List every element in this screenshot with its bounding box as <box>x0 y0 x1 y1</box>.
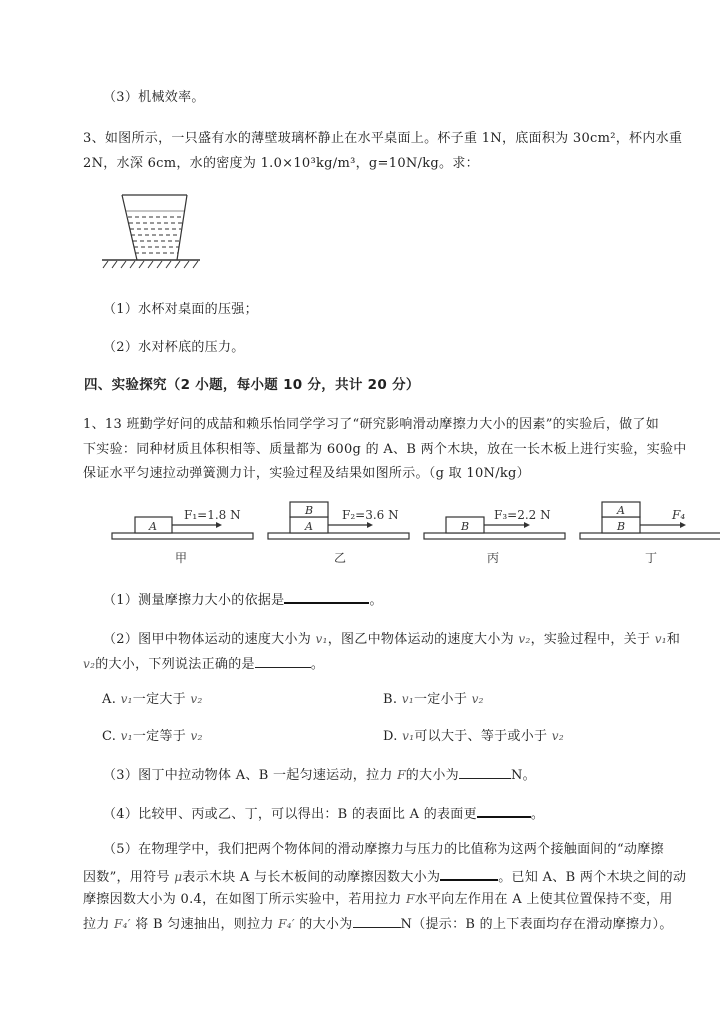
figure-ding <box>580 502 720 565</box>
answer-blank-6[interactable] <box>353 915 401 928</box>
question-1-line-3: 保证水平匀速拉动弹簧测力计，实验过程及结果如图所示。（g 取 10N/kg） <box>83 466 530 481</box>
friction-experiment-figures <box>100 495 720 575</box>
option-b[interactable]: B. v₁一定小于 v₂ <box>383 692 484 707</box>
question-1-part-5-line-4: 拉力 F₄′ 将 B 匀速抽出，则拉力 F₄′ 的大小为 N（提示：B 的上下表面均存在滑动摩擦力）。 <box>83 917 673 932</box>
svg-text:B: B <box>305 504 314 517</box>
question-1-part-2-line-2: v₂的大小，下列说法正确的是 。 <box>83 657 325 672</box>
svg-text:F₄: F₄ <box>672 508 686 522</box>
question-1-part-5-line-2: 因数”，用符号 μ表示木块 A 与长木板间的动摩擦因数大小为 。已知 A、B 两个木块之间的动 <box>83 867 686 886</box>
svg-text:F₃=2.2 N: F₃=2.2 N <box>494 508 551 522</box>
option-d[interactable]: D. v₁可以大于、等于或小于 v₂ <box>383 729 564 744</box>
figure-yi <box>268 502 409 565</box>
svg-text:A: A <box>305 520 313 533</box>
answer-blank-5[interactable] <box>440 867 498 881</box>
option-a[interactable]: A. v₁一定大于 v₂ <box>102 692 203 707</box>
answer-blank-3[interactable] <box>459 766 511 779</box>
svg-text:F₁=1.8 N: F₁=1.8 N <box>184 508 241 522</box>
svg-text:B: B <box>617 520 626 533</box>
question-1-part-5-line-3: 摩擦因数大小为 0.4，在如图丁所示实验中，若用拉力 F水平向左作用在 A 上使其位置保持不变，用 <box>83 892 673 907</box>
question-3-sub-1: （1）水杯对桌面的压强； <box>103 302 258 317</box>
svg-text:丁: 丁 <box>645 551 658 565</box>
answer-blank-4[interactable] <box>477 804 531 818</box>
svg-text:甲: 甲 <box>175 551 188 565</box>
question-1-part-1: （1）测量摩擦力大小的依据是 。 <box>103 590 383 609</box>
svg-text:F₂=3.6 N: F₂=3.6 N <box>342 508 399 522</box>
answer-blank-2[interactable] <box>255 655 311 668</box>
question-3-line-1: 3、如图所示，一只盛有水的薄壁玻璃杯静止在水平桌面上。杯子重 1N，底面积为 30cm²，杯内水重 <box>83 131 683 146</box>
figure-bing <box>424 508 565 565</box>
question-part-3-efficiency: （3）机械效率。 <box>103 90 205 105</box>
svg-text:乙: 乙 <box>334 551 347 565</box>
question-1-part-2-line-1: （2）图甲中物体运动的速度大小为 v₁，图乙中物体运动的速度大小为 v₂，实验过程中，关于 v₁和 <box>103 632 681 647</box>
question-3-sub-2: （2）水对杯底的压力。 <box>103 340 245 355</box>
answer-blank-1[interactable] <box>284 590 369 604</box>
svg-text:丙: 丙 <box>487 551 500 565</box>
svg-text:B: B <box>461 520 470 533</box>
question-1-part-5-line-1: （5）在物理学中，我们把两个物体间的滑动摩擦力与压力的比值称为这两个接触面间的“动摩擦 <box>103 842 664 857</box>
section-4-title: 四、实验探究（2 小题，每小题 10 分，共计 20 分） <box>84 377 420 393</box>
question-1-part-4: （4）比较甲、丙或乙、丁，可以得出：B 的表面比 A 的表面更 。 <box>103 804 544 823</box>
option-c[interactable]: C. v₁一定等于 v₂ <box>102 729 203 744</box>
question-1-line-1: 1、13 班勤学好问的成喆和赖乐怡同学学习了“研究影响滑动摩擦力大小的因素”的实验后，做了如 <box>83 417 660 432</box>
svg-text:A: A <box>617 504 625 517</box>
cup-of-water-figure <box>100 190 215 270</box>
svg-text:A: A <box>149 520 157 533</box>
question-3-line-2: 2N，水深 6cm，水的密度为 1.0×10³kg/m³，g=10N/kg。求： <box>83 156 479 171</box>
question-1-part-3: （3）图丁中拉动物体 A、B 一起匀速运动，拉力 F的大小为 N。 <box>103 768 536 783</box>
figure-jia <box>112 508 253 565</box>
question-1-line-2: 下实验：同种材质且体积相等、质量都为 600g 的 A、B 两个木块，放在一长木板上进行实验，实验中 <box>83 442 687 457</box>
